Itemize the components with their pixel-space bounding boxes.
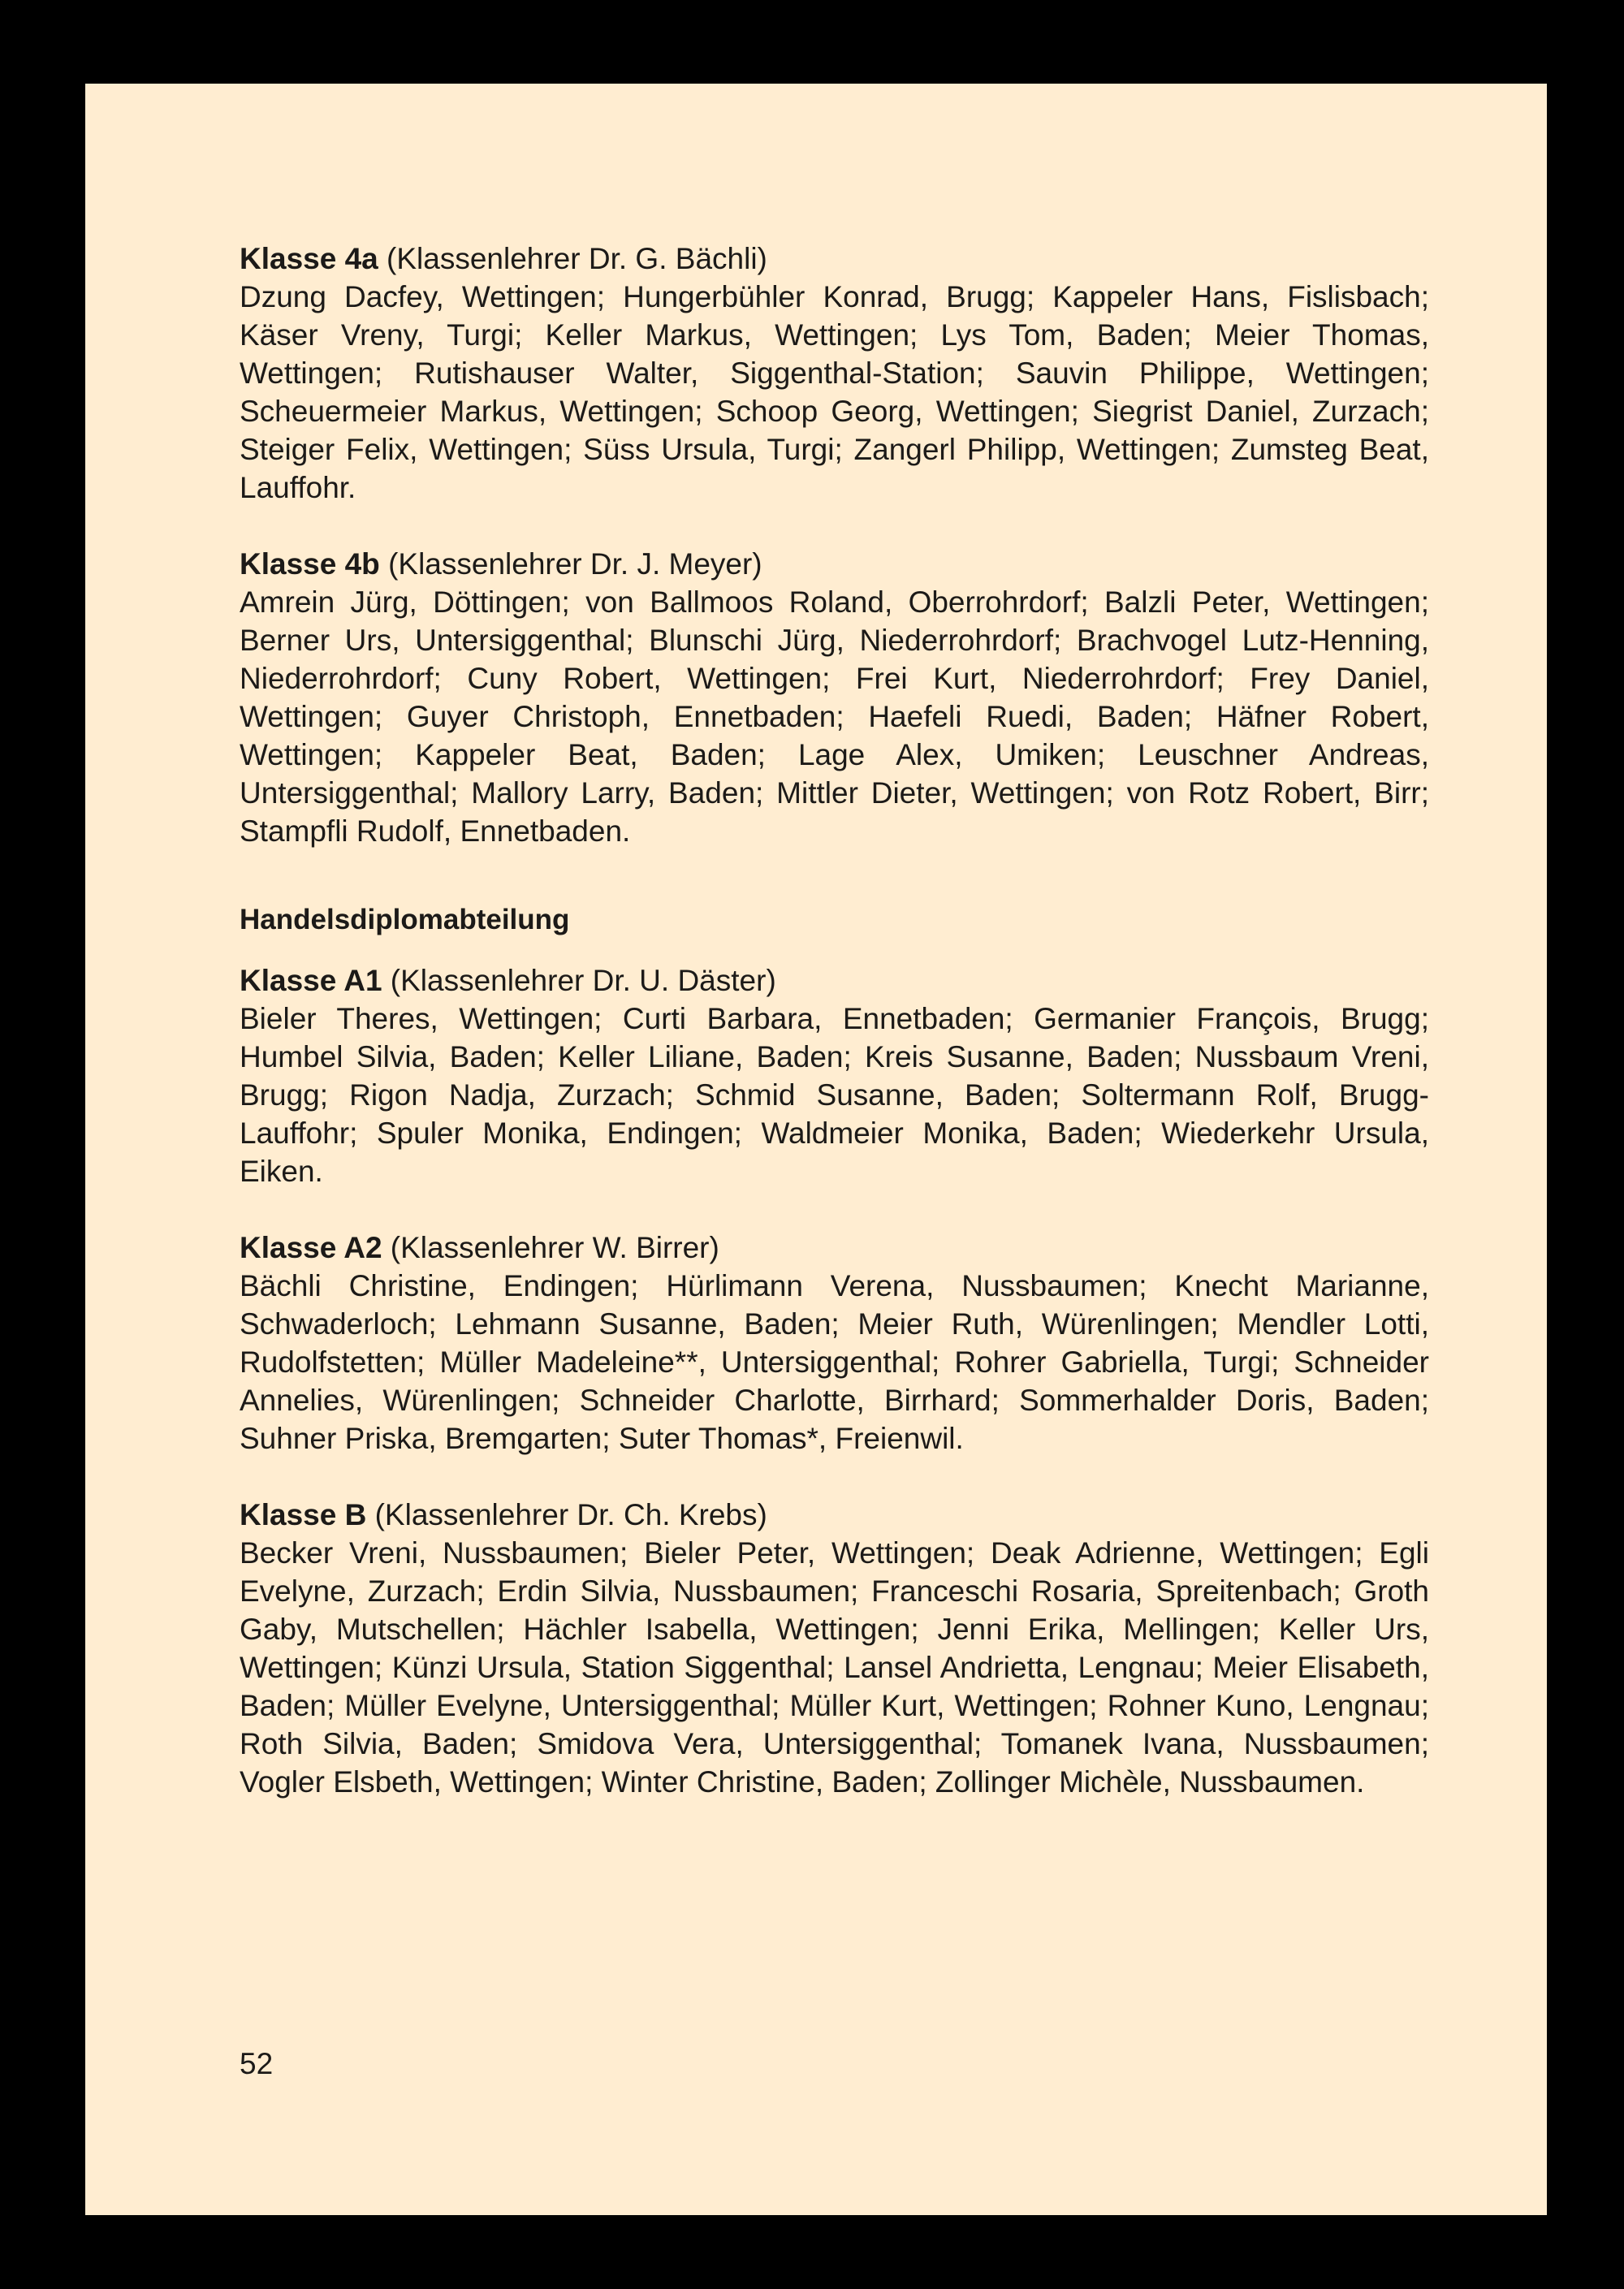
- class-section-b: [240, 1496, 1429, 1801]
- student-list: Bieler Theres, Wettingen; Curti Barbara, Ennetbaden; Germanier François, Brugg; Humbel Silvia, Baden; Keller Liliane, Baden; Kreis Susanne, Baden; Nussbaum Vreni, Brugg; Rigon Nadja, Zurzach; Schmid Susanne, Baden; Soltermann Rolf, Brugg-Lauffohr; Spuler Monika, Endingen; Waldmeier Monika, Baden; Wiederkehr Ursula, Eiken.: [240, 1002, 1429, 1188]
- document-page: [85, 84, 1547, 2215]
- class-label: Klasse A1: [240, 964, 382, 997]
- class-heading: [240, 1496, 1429, 1534]
- class-heading: [240, 961, 1429, 1000]
- class-teacher: (Klassenlehrer Dr. J. Meyer): [388, 547, 762, 581]
- class-label: Klasse B: [240, 1498, 367, 1531]
- class-teacher: (Klassenlehrer Dr. G. Bächli): [387, 242, 767, 275]
- class-heading: [240, 1229, 1429, 1267]
- class-section-4b: [240, 545, 1429, 850]
- class-heading: [240, 545, 1429, 583]
- student-list: Dzung Dacfey, Wettingen; Hungerbühler Konrad, Brugg; Kappeler Hans, Fislisbach; Käser Vreny, Turgi; Keller Markus, Wettingen; Lys Tom, Baden; Meier Thomas, Wettingen; Rutishauser Walter, Siggenthal-Station; Sauvin Philippe, Wettingen; Scheuermeier Markus, Wettingen; Schoop Georg, Wettingen; Siegrist Daniel, Zurzach; Steiger Felix, Wettingen; Süss Ursula, Turgi; Zangerl Philipp, Wettingen; Zumsteg Beat, Lauffohr.: [240, 280, 1429, 504]
- class-heading: [240, 240, 1429, 278]
- student-list: Bächli Christine, Endingen; Hürlimann Verena, Nussbaumen; Knecht Marianne, Schwaderloch; Lehmann Susanne, Baden; Meier Ruth, Würenlingen; Mendler Lotti, Rudolfstetten; Müller Madeleine**, Untersiggenthal; Rohrer Gabriella, Turgi; Schneider Annelies, Würenlingen; Schneider Charlotte, Birrhard; Sommerhalder Doris, Baden; Suhner Priska, Bremgarten; Suter Thomas*, Freienwil.: [240, 1269, 1429, 1455]
- class-label: Klasse 4a: [240, 242, 378, 275]
- class-label: Klasse 4b: [240, 547, 380, 581]
- class-section-4a: [240, 240, 1429, 507]
- department-heading: Handelsdiplomabteilung: [240, 904, 570, 935]
- class-teacher: (Klassenlehrer Dr. Ch. Krebs): [374, 1498, 767, 1531]
- class-teacher: (Klassenlehrer Dr. U. Däster): [390, 964, 776, 997]
- class-teacher: (Klassenlehrer W. Birrer): [390, 1231, 719, 1264]
- class-label: Klasse A2: [240, 1231, 382, 1264]
- page-content: [240, 240, 1429, 1801]
- student-list: Amrein Jürg, Döttingen; von Ballmoos Roland, Oberrohrdorf; Balzli Peter, Wettingen; Berner Urs, Untersiggenthal; Blunschi Jürg, Niederrohrdorf; Brachvogel Lutz-Henning, Niederrohrdorf; Cuny Robert, Wettingen; Frei Kurt, Niederrohrdorf; Frey Daniel, Wettingen; Guyer Christoph, Ennetbaden; Haefeli Ruedi, Baden; Häfner Robert, Wettingen; Kappeler Beat, Baden; Lage Alex, Umiken; Leuschner Andreas, Untersiggenthal; Mallory Larry, Baden; Mittler Dieter, Wettingen; von Rotz Robert, Birr; Stampfli Rudolf, Ennetbaden.: [240, 585, 1429, 848]
- class-section-a2: [240, 1229, 1429, 1458]
- page-number: 52: [240, 2047, 274, 2080]
- class-section-a1: [240, 961, 1429, 1190]
- student-list: Becker Vreni, Nussbaumen; Bieler Peter, Wettingen; Deak Adrienne, Wettingen; Egli Evelyne, Zurzach; Erdin Silvia, Nussbaumen; Franceschi Rosaria, Spreitenbach; Groth Gaby, Mutschellen; Hächler Isabella, Wettingen; Jenni Erika, Mellingen; Keller Urs, Wettingen; Künzi Ursula, Station Siggenthal; Lansel Andrietta, Lengnau; Meier Elisabeth, Baden; Müller Evelyne, Untersiggenthal; Müller Kurt, Wettingen; Rohner Kuno, Lengnau; Roth Silvia, Baden; Smidova Vera, Untersiggenthal; Tomanek Ivana, Nussbaumen; Vogler Elsbeth, Wettingen; Winter Christine, Baden; Zollinger Michèle, Nussbaumen.: [240, 1536, 1429, 1799]
